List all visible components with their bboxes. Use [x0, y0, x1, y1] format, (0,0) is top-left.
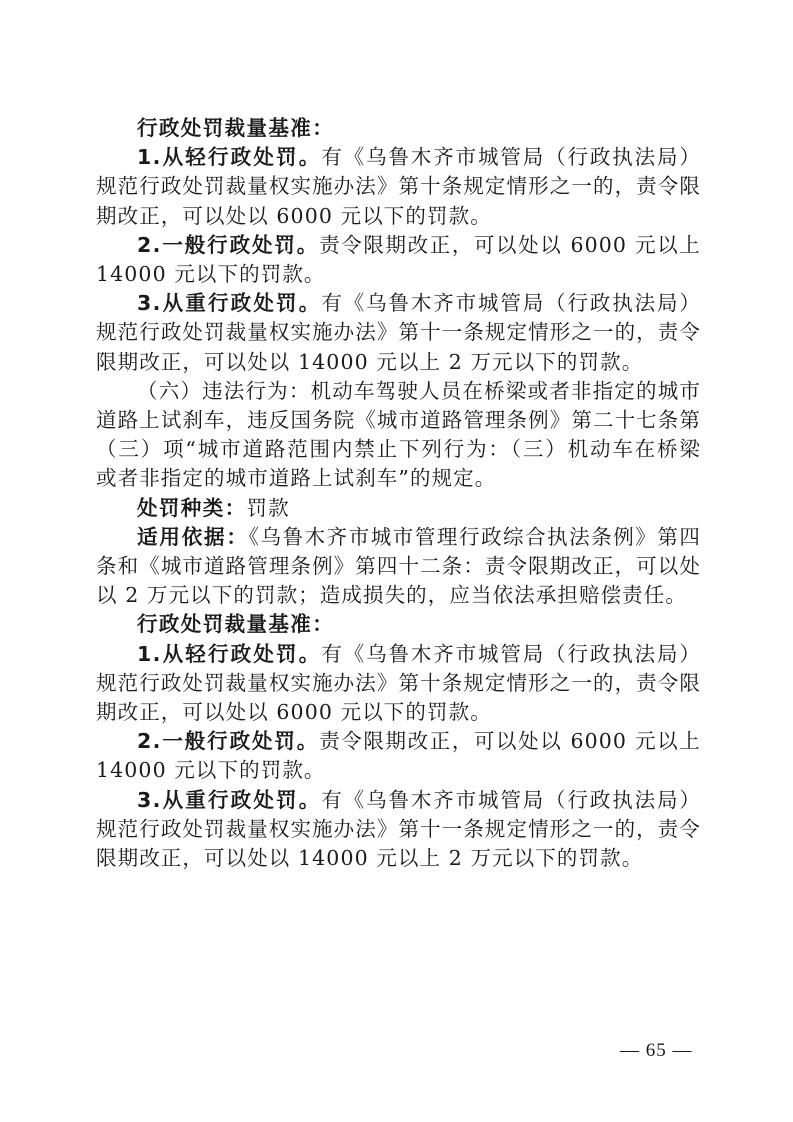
item-text: 有《乌鲁木齐市城管局（行政执法局）规范行政处罚裁量权实施办法》第十条规定情形之一的，责令限期改正，可以处以 6000 元以下的罚款。: [96, 641, 702, 725]
item-lead: 2.一般行政处罚。: [137, 232, 320, 257]
item-text: 有《乌鲁木齐市城管局（行政执法局）规范行政处罚裁量权实施办法》第十条规定情形之一的，责令限期改正，可以处以 6000 元以下的罚款。: [96, 145, 702, 228]
item-heavy-penalty: [96, 289, 701, 377]
item-text: 责令限期改正，可以处以 6000 元以上 14000 元以下的罚款。: [96, 729, 701, 783]
item-heavy-penalty-2: [96, 786, 701, 874]
item-lead: 2.一般行政处罚。: [137, 729, 320, 754]
penalty-type-label: 处罚种类：: [137, 495, 247, 520]
item-text: 有《乌鲁木齐市城管局（行政执法局）规范行政处罚裁量权实施办法》第十一条规定情形之一的，责令限期改正，可以处以 14000 元以上 2 万元以下的罚款。: [96, 291, 702, 374]
penalty-type-value: 罚款: [246, 495, 290, 520]
section-heading-2: 行政处罚裁量基准：: [137, 612, 335, 637]
page-number: — 65 —: [620, 1040, 693, 1061]
penalty-type: [96, 494, 701, 523]
item-general-penalty-2: [96, 727, 701, 785]
violation-paragraph: （六）违法行为：机动车驾驶人员在桥梁或者非指定的城市道路上试刹车，违反国务院《城市道路管理条例》第二十七条第（三）项“城市道路范围内禁止下列行为：（三）机动车在桥梁或者非指定的城市道路上试刹车”的规定。: [96, 378, 701, 491]
item-lead: 3.从重行政处罚。: [137, 291, 322, 316]
item-lead: 1.从轻行政处罚。: [137, 641, 322, 666]
item-general-penalty: [96, 231, 701, 289]
document-body: [96, 114, 701, 873]
item-light-penalty: [96, 143, 701, 231]
legal-basis-value: 《乌鲁木齐市城市管理行政综合执法条例》第四条和《城市道路管理条例》第四十二条：责令限期改正，可以处以 2 万元以下的罚款；造成损失的，应当依法承担赔偿责任。: [96, 524, 701, 608]
legal-basis-label: 适用依据：: [137, 524, 249, 549]
item-light-penalty-2: [96, 640, 701, 728]
item-lead: 1.从轻行政处罚。: [137, 145, 322, 170]
legal-basis: [96, 523, 701, 611]
item-lead: 3.从重行政处罚。: [137, 787, 322, 812]
item-text: 责令限期改正，可以处以 6000 元以上 14000 元以下的罚款。: [96, 232, 701, 287]
section-heading: 行政处罚裁量基准：: [137, 116, 335, 140]
item-text: 有《乌鲁木齐市城管局（行政执法局）规范行政处罚裁量权实施办法》第十一条规定情形之一的，责令限期改正，可以处以 14000 元以上 2 万元以下的罚款。: [96, 787, 702, 871]
